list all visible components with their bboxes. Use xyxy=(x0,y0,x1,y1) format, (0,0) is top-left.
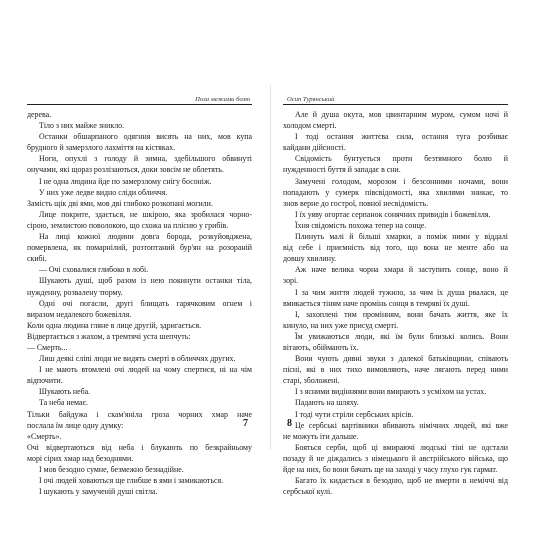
text-line: не можуть іти дальше. xyxy=(283,431,359,441)
text-line: онучами, які щораз розлізаються, доки зовсім не облетять. xyxy=(27,165,224,175)
left-running-header xyxy=(27,90,252,105)
text-line: Їхня свідомість похожа тепер на сонце. xyxy=(295,220,427,230)
text-line: Бояться серби, щоб ці вмираючі людські тіні не одстали xyxy=(295,442,508,452)
text-line: Відвертається з жахом, а тремтячі уста шепчуть: xyxy=(27,331,191,341)
right-page-text xyxy=(283,109,508,497)
book-gutter xyxy=(270,85,271,450)
right-page xyxy=(283,90,508,497)
text-line: І тоді чути стріли сербських крісів. xyxy=(295,409,414,419)
text-line: І мов безодно сумне, безмежно безнадійне. xyxy=(39,465,184,474)
text-line: виразом недалекого божевілля. xyxy=(27,309,132,319)
text-line: Очі відвертаються від неба і блукають по безкрайньому xyxy=(27,442,252,452)
text-line: Тільки байдужа і скам'яніла гроза чорних хмар наче xyxy=(27,409,252,419)
text-line: кайдани дійсності. xyxy=(283,143,346,153)
text-line: від себе і приємність від того, що вона не менте або на xyxy=(283,243,508,253)
text-line: помервлена, як помарнілий, розтоптаний бур'ян на розораній xyxy=(27,243,252,253)
text-line: брудного й замерзлого лахміття на кістяках. xyxy=(27,143,176,153)
text-line: Аж наче велика чорна хмара й заступить сонце, воно й xyxy=(295,265,508,275)
text-line: нужденності буття й западає в сни. xyxy=(283,165,401,175)
text-line: Лиш деякі сліпі люди не видять смерті в обличчях других. xyxy=(39,354,236,364)
text-line: Лице покрите, здається, не шкірою, яка зробилася чорно- xyxy=(39,209,252,219)
text-line: Падають на шляху. xyxy=(295,398,359,408)
left-page-number: 7 xyxy=(243,418,248,429)
text-line: Одні очі погасли, другі блищать гарячковим огнем і xyxy=(39,298,252,308)
text-line: — Смерть... xyxy=(27,342,68,352)
text-line: попадають у сумерк півсвідомості, яка хвилями зникає, то xyxy=(283,187,508,197)
text-line: йде на них, бо вони бачать ще на заході у часу глухо гук гармат. xyxy=(283,465,498,474)
text-line: Вони чують дивні звуки з далекої батьківщини, співають xyxy=(295,354,508,364)
text-line: Шукають неба. xyxy=(39,387,91,397)
text-line: послала їм лице одну думку: xyxy=(27,420,124,430)
text-line: вітають, обіймають їх. xyxy=(283,342,359,352)
text-line: І їх уяву огортає серпанок сонячних привидів і божевілля. xyxy=(295,209,491,219)
text-line: старі, зболожені. xyxy=(283,376,340,386)
text-line: І, захоплені тим промінням, вони бачать життя, яке їх xyxy=(295,309,508,319)
text-line: вмикається тіням наче промінь сонця в темряві їх душі. xyxy=(283,298,470,308)
left-header-title: Поза межами болю xyxy=(195,96,250,103)
text-line: пісні, які в них тихо вимовляють, наче лягають перед ними xyxy=(283,365,508,375)
text-line: зорі. xyxy=(283,276,299,286)
text-line: Замість щік дві ями, мов дві глибоко розкопані могили. xyxy=(27,198,213,208)
text-line: морі сірих хмар над безоднями. xyxy=(27,453,134,463)
text-line: знов верне до гострої, повної несвідомість. xyxy=(283,198,429,208)
text-line: Шукають душі, щоб разом із нею покинути останки тіла, xyxy=(39,276,252,286)
text-line: Замучені голодом, морозом і безсонними ночами, вони xyxy=(295,176,508,186)
text-line: сербської кулі. xyxy=(283,487,333,497)
text-line: І тоді остання життєва сила, остання туга розбиває xyxy=(295,132,508,142)
right-page-number: 8 xyxy=(287,418,292,429)
text-line: Ноги, опухлі з голоду й зимна, здебільшого обвинуті xyxy=(39,154,252,164)
text-line: сірою, землистою поволокою, що схожа на плісню у грибів. xyxy=(27,220,229,230)
text-line: І очі людей ховаються ще глибше в ями і замикаються. xyxy=(39,476,224,486)
text-line: Останки обшарпаного одягння висять на них, мов купа xyxy=(39,132,252,142)
text-line: Свідомість бунтується проти безтямного болю й xyxy=(295,154,508,164)
text-line: Їм увижаються люди, які їм були близькі колись. Вони xyxy=(295,331,508,341)
text-line: У них уже ледве видно сліди обличчя. xyxy=(39,187,168,197)
text-line: «Смерть». xyxy=(27,431,62,441)
right-header-title: Осип Турянський xyxy=(287,96,335,103)
text-line: І не одна людина йде по замерзлому снігу босоніж. xyxy=(39,176,212,186)
text-line: — Очі сховалися глибоко в лобі. xyxy=(39,265,149,275)
text-line: І не мають втомлені очі людей на чому спертися, ні на чім xyxy=(39,365,252,375)
text-line: І з ясними видіннями вони вмирають з усміхом на устах. xyxy=(295,387,487,397)
text-line: холодом смерті. xyxy=(283,121,337,131)
text-line: Багато їх кидається в безодню, щоб не вмерти в неміччі від xyxy=(295,476,508,486)
text-line: позаду й не діждались з німецького й австрійського війська, що xyxy=(283,453,508,463)
text-line: нужденну, розвалену тюрму. xyxy=(27,287,123,297)
text-line: І шукають у замученій душі світла. xyxy=(39,487,158,497)
text-line: Тіло з них майже зникло. xyxy=(39,121,125,131)
text-line: довшу хвилину. xyxy=(283,254,337,264)
left-page-text xyxy=(27,109,252,497)
text-line: На лиці кожної людини довга борода, розкуйовджена, xyxy=(39,232,252,242)
text-line: Та неба немає. xyxy=(39,398,88,408)
text-line: Це сербські вартівники вбивають німічних людей, які вже xyxy=(295,420,508,430)
text-line: І за чим життя людей тужило, за чим їх душа рвалася, це xyxy=(295,287,508,297)
text-line: відпочити. xyxy=(27,376,63,386)
text-line: Коли одна людина гляне в лице другій, здригається. xyxy=(27,320,202,330)
left-page xyxy=(27,90,252,497)
right-running-header xyxy=(283,90,508,105)
text-line: скибі. xyxy=(27,254,47,264)
text-line: Але й душа окута, мов цвинтарним муром, сумом ночі й xyxy=(295,110,508,119)
text-line: кинуло, на них уже присуд смерті. xyxy=(283,320,399,330)
text-line: дерева. xyxy=(27,110,52,119)
text-line: Плинуть малі й більші хмарки, а поміж ними у віддалі xyxy=(295,232,508,242)
